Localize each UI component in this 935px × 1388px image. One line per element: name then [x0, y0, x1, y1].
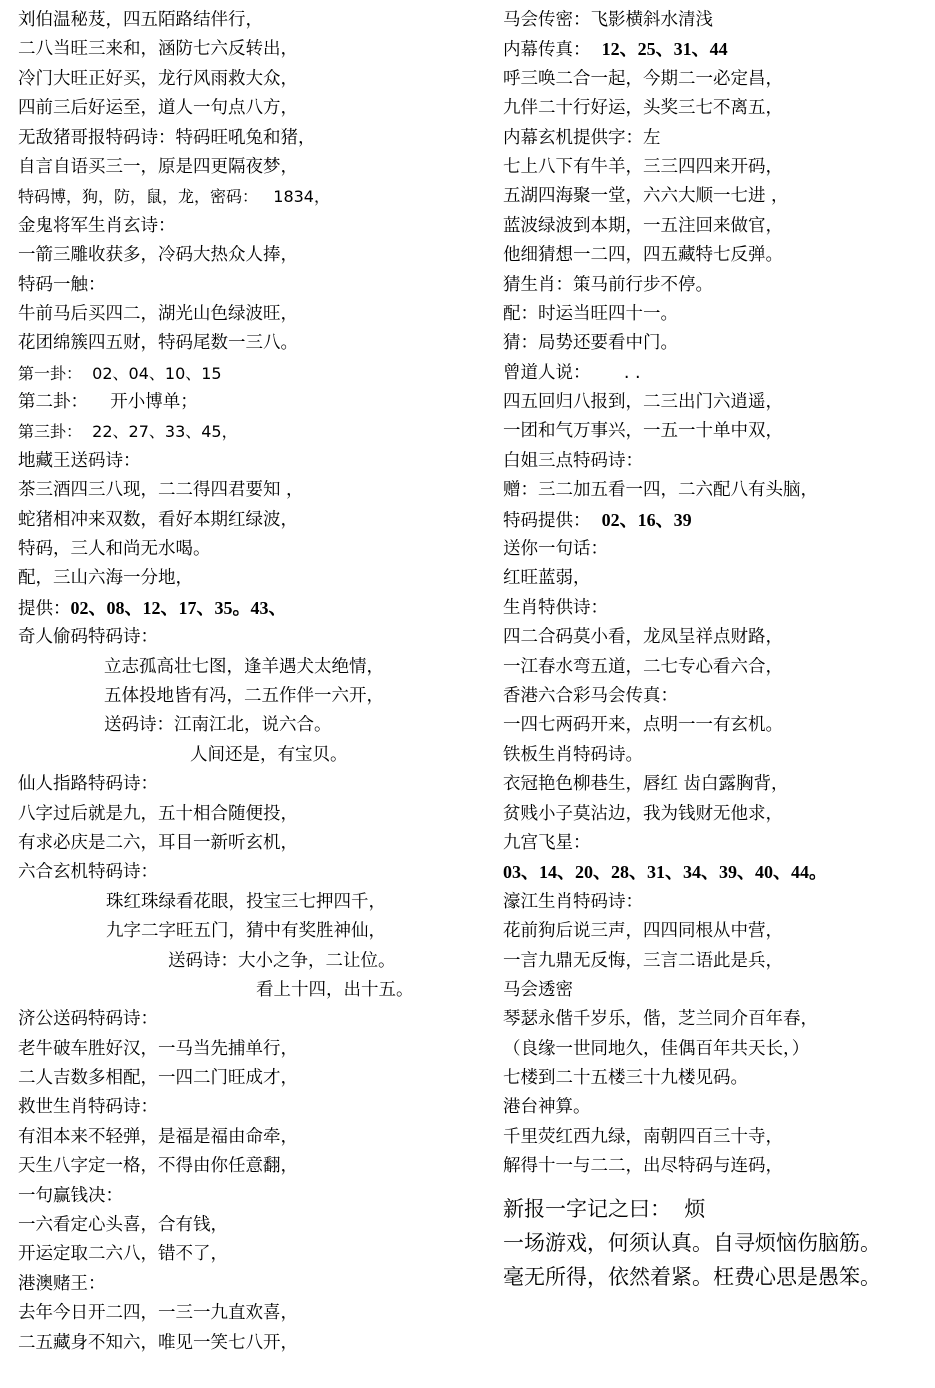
text-line: [503, 976, 928, 1005]
text-line: [503, 476, 928, 505]
text-line: [503, 124, 928, 153]
text-line: [18, 1035, 488, 1064]
line-text: 特码一触：: [18, 274, 106, 295]
text-line: [503, 888, 928, 917]
line-text: 铁板生肖特码诗。: [503, 744, 643, 765]
line-text: 自言自语买三一，原是四更隔夜梦，: [18, 156, 298, 177]
text-line: [503, 182, 928, 211]
line-text: 四前三后好运至，道人一句点八方，: [18, 98, 298, 119]
line-text: 人间还是，有宝贝。: [190, 744, 348, 765]
line-text: 开运定取二六八，错不了，: [18, 1244, 228, 1265]
line-text: 香港六合彩马会传真：: [503, 685, 678, 706]
text-line: [503, 447, 928, 476]
text-line: [503, 594, 928, 623]
text-line: [18, 829, 488, 858]
line-text: 猜：局势还要看中门。: [503, 333, 678, 354]
line-text: 一六看定心头喜，合有钱，: [18, 1215, 228, 1236]
line-text: 他细猜想一二四，四五藏特七反弹。: [503, 245, 783, 266]
text-line: [18, 653, 488, 682]
line-text: 有求必庆是二六，耳目一新听玄机，: [18, 832, 298, 853]
number-list: 12、25、31、44: [601, 39, 728, 60]
line-text: 六合玄机特码诗：: [18, 862, 158, 883]
line-text: 无敌猪哥报特码诗：特码旺吼兔和猪，: [18, 127, 316, 148]
text-line: [503, 241, 928, 270]
line-text: 呼三唤二合一起，今期二一必定昌，: [503, 68, 783, 89]
text-line: [503, 800, 928, 829]
text-line: [18, 35, 488, 64]
line-text: 七上八下有牛羊，三三四四来开码，: [503, 156, 783, 177]
line-label: 内幕传真：: [503, 40, 602, 61]
text-line: [18, 711, 488, 740]
line-text: 港台神算。: [503, 1097, 591, 1118]
text-line: [18, 300, 488, 329]
line-text: 茶三酒四三八现，二二得四君要知 ，: [18, 480, 304, 501]
line-text: 曾道人说： . .: [503, 362, 641, 383]
line-text: 二八当旺三来和，涵防七六反转出，: [18, 39, 298, 60]
footer-title: 新报一字记之曰： 烦: [503, 1196, 706, 1221]
text-line: [503, 858, 928, 887]
line-text: 贫贱小子莫沾边，我为钱财无他求，: [503, 803, 783, 824]
text-line: [18, 800, 488, 829]
line-text: 马会透密: [503, 979, 573, 1000]
line-text: 衣冠艳色柳巷生，唇红 齿白露胸背，: [503, 774, 789, 795]
text-line: [503, 1064, 928, 1093]
line-text: 救世生肖特码诗：: [18, 1097, 158, 1118]
text-line: [503, 947, 928, 976]
text-line: [18, 623, 488, 652]
line-label: 提供：: [18, 598, 71, 619]
line-text: 立志孤高壮七图，逢羊遇犬太绝情，: [104, 656, 384, 677]
text-line: [503, 1005, 928, 1034]
text-line: [18, 153, 488, 182]
line-text: 特码博，狗，防，鼠，龙，密码： 1834，: [18, 187, 330, 207]
text-line: [18, 182, 488, 211]
text-line: [503, 65, 928, 94]
line-text: 老牛破车胜好汉，一马当先捕单行，: [18, 1038, 298, 1059]
line-text: 一言九鼎无反悔，三言二语此是兵，: [503, 950, 783, 971]
text-line: [503, 741, 928, 770]
text-line: [503, 564, 928, 593]
line-text: 一四七两码开来，点明一一有玄机。: [503, 715, 783, 736]
line-text: 赠：三二加五看一四，二六配八有头脑，: [503, 480, 818, 501]
text-line: [503, 329, 928, 358]
text-line: [18, 858, 488, 887]
text-line: [503, 1035, 928, 1064]
line-text: 港澳赌王：: [18, 1273, 106, 1294]
text-line: [18, 535, 488, 564]
text-line: [18, 976, 488, 1005]
left-column: [18, 6, 488, 1358]
text-line: [503, 770, 928, 799]
text-line: [18, 947, 488, 976]
line-text: 金鬼将军生肖玄诗：: [18, 215, 176, 236]
line-text: 九字二字旺五门，猜中有奖胜神仙，: [106, 921, 386, 942]
text-line: [18, 1299, 488, 1328]
line-text: 珠红珠绿看花眼，投宝三七押四千，: [106, 891, 386, 912]
line-text: 配：时运当旺四十一。: [503, 303, 678, 324]
footer-line: 毫无所得，依然着紧。枉费心思是愚笨。: [503, 1264, 881, 1289]
text-line: [503, 300, 928, 329]
text-line: [18, 388, 488, 417]
line-text: 二人吉数多相配，一四二门旺成才，: [18, 1068, 298, 1089]
line-text: 蛇猪相冲来双数，看好本期红绿波，: [18, 509, 298, 530]
text-line: [18, 741, 488, 770]
line-text: 一箭三雕收获多，冷码大热众人捧，: [18, 245, 298, 266]
text-line: [18, 212, 488, 241]
line-text: 白姐三点特码诗：: [503, 450, 643, 471]
text-line: [18, 1123, 488, 1152]
line-text: 解得十一与二二，出尽特码与连码，: [503, 1156, 783, 1177]
line-text: 配，三山六海一分地，: [18, 568, 193, 589]
line-text: 八字过后就是九，五十相合随便投，: [18, 803, 298, 824]
text-line: [18, 329, 488, 358]
text-line: [503, 35, 928, 64]
text-line: [503, 829, 928, 858]
line-text: 花团绵簇四五财，特码尾数一三八。: [18, 333, 298, 354]
line-text: 有泪本来不轻弹，是福是福由命牵，: [18, 1126, 298, 1147]
line-text: 五体投地皆有冯，二五作伴一六开，: [104, 685, 384, 706]
line-text: 五湖四海聚一堂，六六大顺一七进 ，: [503, 186, 789, 207]
text-line: [18, 506, 488, 535]
line-text: 二五藏身不知六，唯见一笑七八开，: [18, 1332, 298, 1353]
text-line: [18, 1005, 488, 1034]
text-line: [503, 1152, 928, 1181]
text-line: [18, 476, 488, 505]
text-line: [503, 388, 928, 417]
text-line: [18, 1064, 488, 1093]
line-text: 第三卦： 22、27、33、45，: [18, 422, 238, 442]
line-text: 仙人指路特码诗：: [18, 774, 158, 795]
line-text: 内幕玄机提供字：左: [503, 127, 661, 148]
line-text: 地藏王送码诗：: [18, 450, 141, 471]
line-text: 红旺蓝弱，: [503, 568, 591, 589]
text-line: [503, 359, 928, 388]
line-text: 送码诗：大小之争，二让位。: [168, 950, 396, 971]
line-text: 千里荧红西九绿，南朝四百三十寺，: [503, 1126, 783, 1147]
text-line: [18, 564, 488, 593]
text-line: [18, 65, 488, 94]
line-text: 四五回归八报到，二三出门六逍遥，: [503, 392, 783, 413]
line-text: 牛前马后买四二，湖光山色绿波旺，: [18, 303, 298, 324]
line-label: 特码提供：: [503, 510, 602, 531]
text-line: [18, 241, 488, 270]
text-line: [18, 1270, 488, 1299]
line-text: 看上十四，出十五。: [256, 979, 414, 1000]
line-text: 四二合码莫小看，龙凤呈祥点财路，: [503, 627, 783, 648]
text-line: [503, 535, 928, 564]
text-line: [18, 1240, 488, 1269]
text-line: [503, 917, 928, 946]
text-line: [18, 1211, 488, 1240]
line-text: 蓝波绿波到本期，一五注回来做官，: [503, 215, 783, 236]
text-line: [503, 682, 928, 711]
line-text: 花前狗后说三声，四四同根从中营，: [503, 921, 783, 942]
text-line: [18, 917, 488, 946]
text-line: [503, 623, 928, 652]
text-line: [18, 417, 488, 446]
line-text: 七楼到二十五楼三十九楼见码。: [503, 1068, 748, 1089]
line-text: 送码诗：江南江北，说六合。: [104, 715, 332, 736]
line-text: 琴瑟永偕千岁乐，偕，芝兰同介百年春，: [503, 1009, 818, 1030]
text-line: [503, 506, 928, 535]
line-text: 奇人偷码特码诗：: [18, 627, 158, 648]
text-line: [503, 417, 928, 446]
number-list: 03、14、20、28、31、34、39、40、44。: [503, 862, 827, 883]
text-line: [503, 711, 928, 740]
line-text: 刘伯温秘芨，四五陌路结伴行，: [18, 10, 263, 30]
line-text: 第二卦： 开小博单；: [18, 392, 198, 413]
line-text: 九宫飞星：: [503, 832, 591, 853]
text-line: [18, 682, 488, 711]
line-text: 一句赢钱决：: [18, 1185, 123, 1206]
line-text: 猜生肖：策马前行步不停。: [503, 274, 713, 295]
line-text: 天生八字定一格，不得由你任意翻，: [18, 1156, 298, 1177]
line-text: 特码，三人和尚无水喝。: [18, 539, 211, 560]
text-line: [503, 153, 928, 182]
text-line: [18, 1093, 488, 1122]
line-text: 第一卦： 02、04、10、15: [18, 363, 222, 383]
line-text: （良缘一世同地久，佳偶百年共天长，）: [503, 1038, 810, 1059]
text-line: [18, 94, 488, 123]
right-column: [503, 6, 928, 1294]
text-line: [503, 653, 928, 682]
text-line: [18, 6, 488, 35]
line-text: 一江春水弯五道，二七专心看六合，: [503, 656, 783, 677]
text-line: [503, 6, 928, 35]
line-text: 生肖特供诗：: [503, 597, 608, 618]
line-text: 济公送码特码诗：: [18, 1009, 158, 1030]
line-text: 马会传密：飞影横斜水清浅: [503, 10, 713, 30]
line-text: 濠江生肖特码诗：: [503, 891, 643, 912]
text-line: [18, 1152, 488, 1181]
text-line: [18, 447, 488, 476]
text-line: [18, 359, 488, 388]
text-line: [503, 1123, 928, 1152]
text-line: [18, 1182, 488, 1211]
number-list: 02、08、12、17、35。43、: [70, 597, 287, 618]
text-line: [18, 124, 488, 153]
text-line: [18, 888, 488, 917]
line-text: 九伴二十行好运，头奖三七不离五，: [503, 98, 783, 119]
text-line: [18, 271, 488, 300]
text-line: [18, 770, 488, 799]
text-line: [503, 271, 928, 300]
number-list: 02、16、39: [601, 509, 692, 530]
line-text: 一团和气万事兴，一五一十单中双，: [503, 421, 783, 442]
text-line: [503, 1093, 928, 1122]
text-line: [18, 594, 488, 623]
footer-line: 一场游戏，何须认真。自寻烦恼伤脑筋。: [503, 1230, 881, 1255]
line-text: 冷门大旺正好买，龙行风雨救大众，: [18, 68, 298, 89]
text-line: [503, 212, 928, 241]
line-text: 去年今日开二四，一三一九直欢喜，: [18, 1303, 298, 1324]
text-line: [18, 1329, 488, 1358]
line-text: 送你一句话：: [503, 539, 608, 560]
text-line: [503, 94, 928, 123]
